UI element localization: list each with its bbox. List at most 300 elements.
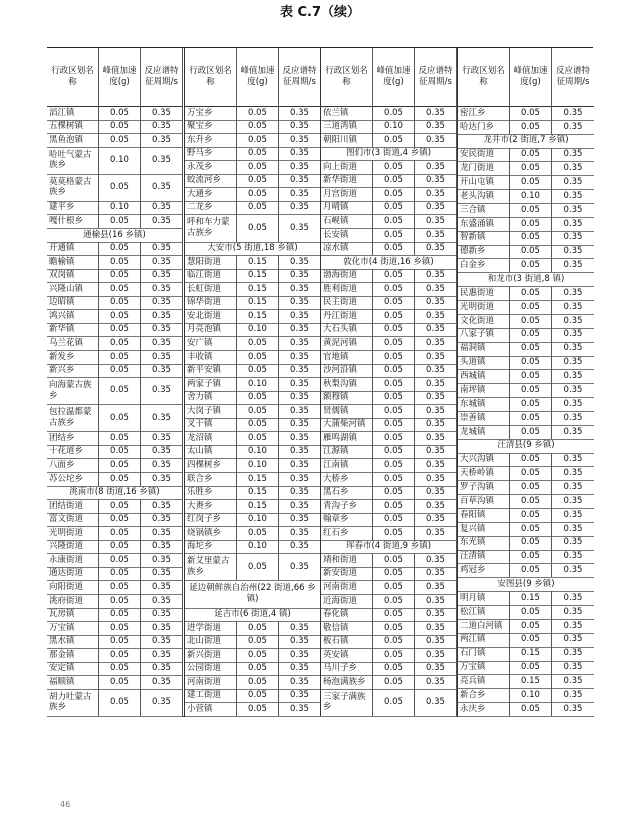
cell-period: 0.35 bbox=[415, 377, 457, 391]
cell-name: 二道白河镇 bbox=[458, 619, 510, 633]
cell-peak-acceleration: 0.05 bbox=[99, 214, 141, 228]
cell-peak-acceleration: 0.05 bbox=[237, 702, 279, 716]
cell-peak-acceleration: 0.05 bbox=[510, 342, 552, 356]
table-row bbox=[321, 309, 457, 324]
cell-name: 鸿兴镇 bbox=[47, 309, 99, 323]
table-row bbox=[47, 580, 183, 595]
table-row bbox=[321, 282, 457, 297]
cell-period: 0.35 bbox=[279, 133, 321, 147]
table-row bbox=[458, 425, 594, 440]
table-row bbox=[47, 147, 183, 175]
cell-period: 0.35 bbox=[563, 606, 583, 617]
cell-peak-acceleration: 0.05 bbox=[237, 662, 279, 676]
cell-peak-acceleration: 0.05 bbox=[373, 526, 415, 540]
cell-name: 春化镇 bbox=[321, 608, 373, 622]
cell-peak-acceleration: 0.05 bbox=[373, 160, 415, 174]
table-row bbox=[47, 201, 183, 216]
section-heading: 洮南市(8 街道,16 乡镇) bbox=[47, 486, 183, 500]
cell-peak-acceleration: 0.05 bbox=[237, 689, 279, 703]
cell-name: 杨泡满族乡 bbox=[321, 675, 373, 689]
table-row bbox=[47, 242, 183, 257]
table-row bbox=[185, 675, 321, 690]
cell-period: 0.35 bbox=[563, 426, 583, 437]
header-name: 行政区划名称 bbox=[185, 48, 237, 106]
cell-name: 开山屯镇 bbox=[458, 175, 510, 189]
cell-peak-acceleration: 0.05 bbox=[373, 553, 415, 567]
cell-peak-acceleration: 0.05 bbox=[510, 466, 552, 480]
table-row bbox=[185, 336, 321, 351]
cell-period: 0.35 bbox=[563, 620, 583, 631]
cell-name: 临江街道 bbox=[185, 269, 237, 283]
cell-name: 月亮泡镇 bbox=[185, 323, 237, 337]
table-row bbox=[47, 662, 183, 677]
table-row bbox=[321, 242, 457, 257]
table-row bbox=[321, 391, 457, 406]
cell-name: 老头沟镇 bbox=[458, 189, 510, 203]
table-row bbox=[47, 608, 183, 623]
cell-period: 0.35 bbox=[141, 472, 183, 486]
cell-period: 0.35 bbox=[563, 384, 583, 395]
table-row bbox=[185, 120, 321, 135]
cell-peak-acceleration: 0.05 bbox=[510, 508, 552, 522]
cell-peak-acceleration: 0.05 bbox=[373, 336, 415, 350]
cell-period: 0.35 bbox=[415, 689, 457, 716]
cell-peak-acceleration: 0.05 bbox=[510, 356, 552, 370]
cell-period: 0.35 bbox=[415, 404, 457, 418]
cell-peak-acceleration: 0.05 bbox=[237, 336, 279, 350]
cell-period: 0.35 bbox=[141, 513, 183, 527]
cell-period: 0.35 bbox=[563, 329, 583, 340]
cell-peak-acceleration: 0.15 bbox=[510, 591, 552, 605]
cell-period: 0.35 bbox=[141, 594, 183, 608]
cell-period: 0.35 bbox=[141, 689, 183, 716]
table-row bbox=[185, 499, 321, 514]
cell-period: 0.35 bbox=[415, 486, 457, 500]
cell-peak-acceleration: 0.05 bbox=[510, 217, 552, 231]
cell-name: 白金乡 bbox=[458, 259, 510, 273]
table-row bbox=[321, 336, 457, 351]
cell-name: 胡力吐蒙古族乡 bbox=[47, 689, 99, 716]
cell-name: 滔江镇 bbox=[47, 106, 99, 120]
section-row bbox=[47, 228, 183, 243]
cell-period: 0.35 bbox=[415, 608, 457, 622]
cell-name: 瞻榆镇 bbox=[47, 255, 99, 269]
table-row bbox=[185, 418, 321, 433]
table-row bbox=[458, 702, 594, 717]
cell-name: 万宝乡 bbox=[185, 106, 237, 120]
table-row bbox=[321, 580, 457, 595]
cell-peak-acceleration: 0.05 bbox=[510, 480, 552, 494]
cell-name: 海坨乡 bbox=[185, 540, 237, 554]
cell-name: 万宝镇 bbox=[458, 661, 510, 675]
cell-name: 大蒲柴河镇 bbox=[321, 418, 373, 432]
cell-peak-acceleration: 0.05 bbox=[510, 245, 552, 259]
cell-name: 渤海街道 bbox=[321, 269, 373, 283]
table-row bbox=[185, 174, 321, 189]
cell-peak-acceleration: 0.05 bbox=[99, 174, 141, 201]
cell-period: 0.35 bbox=[415, 431, 457, 445]
cell-name: 团结街道 bbox=[47, 499, 99, 513]
cell-peak-acceleration: 0.05 bbox=[99, 336, 141, 350]
table-row bbox=[47, 120, 183, 135]
table-column-1 bbox=[47, 48, 183, 716]
header-name: 行政区划名称 bbox=[458, 48, 510, 106]
table-row bbox=[458, 591, 594, 606]
cell-period: 0.35 bbox=[141, 648, 183, 662]
cell-period: 0.35 bbox=[415, 296, 457, 310]
table-row bbox=[47, 323, 183, 338]
table-row bbox=[185, 282, 321, 297]
cell-period: 0.35 bbox=[563, 648, 583, 659]
cell-peak-acceleration: 0.05 bbox=[99, 526, 141, 540]
cell-period: 0.35 bbox=[279, 120, 321, 134]
cell-peak-acceleration: 0.05 bbox=[510, 286, 552, 300]
cell-peak-acceleration: 0.15 bbox=[237, 472, 279, 486]
cell-period: 0.35 bbox=[563, 218, 583, 229]
cell-period: 0.35 bbox=[415, 662, 457, 676]
table-row bbox=[47, 214, 183, 229]
table-row bbox=[47, 309, 183, 324]
header-peak-acceleration: 峰值加速度(g) bbox=[373, 48, 415, 106]
cell-name: 长虹街道 bbox=[185, 282, 237, 296]
table-row bbox=[185, 635, 321, 650]
cell-period: 0.35 bbox=[415, 418, 457, 432]
table-row bbox=[47, 350, 183, 365]
cell-name: 福洞镇 bbox=[458, 342, 510, 356]
section-row bbox=[321, 540, 457, 555]
table-row bbox=[458, 411, 594, 426]
cell-peak-acceleration: 0.05 bbox=[510, 203, 552, 217]
cell-name: 聚宝乡 bbox=[185, 120, 237, 134]
section-row bbox=[458, 134, 594, 149]
cell-name: 通达街道 bbox=[47, 567, 99, 581]
table-row bbox=[47, 106, 183, 121]
cell-peak-acceleration: 0.05 bbox=[237, 350, 279, 364]
cell-period: 0.35 bbox=[141, 323, 183, 337]
cell-period: 0.35 bbox=[415, 201, 457, 215]
table-row bbox=[185, 431, 321, 446]
cell-peak-acceleration: 0.05 bbox=[99, 120, 141, 134]
cell-period: 0.35 bbox=[415, 160, 457, 174]
table-row bbox=[47, 255, 183, 270]
table-row bbox=[47, 431, 183, 446]
cell-peak-acceleration: 0.05 bbox=[99, 675, 141, 689]
cell-peak-acceleration: 0.05 bbox=[237, 120, 279, 134]
cell-peak-acceleration: 0.05 bbox=[510, 633, 552, 647]
cell-peak-acceleration: 0.05 bbox=[510, 120, 552, 134]
cell-peak-acceleration: 0.05 bbox=[99, 255, 141, 269]
cell-period: 0.35 bbox=[279, 147, 321, 161]
cell-peak-acceleration: 0.10 bbox=[237, 540, 279, 554]
cell-name: 五棵树镇 bbox=[47, 120, 99, 134]
cell-name: 雁鸣湖镇 bbox=[321, 431, 373, 445]
cell-period: 0.35 bbox=[141, 526, 183, 540]
table-row bbox=[458, 550, 594, 565]
cell-name: 朝阳川镇 bbox=[321, 133, 373, 147]
cell-name: 东盛涌镇 bbox=[458, 217, 510, 231]
cell-period: 0.35 bbox=[141, 147, 183, 174]
table-row bbox=[321, 187, 457, 202]
table-row bbox=[458, 369, 594, 384]
cell-period: 0.35 bbox=[141, 282, 183, 296]
cell-period: 0.35 bbox=[279, 106, 321, 120]
cell-period: 0.35 bbox=[279, 553, 321, 580]
cell-peak-acceleration: 0.05 bbox=[373, 242, 415, 256]
table-row bbox=[321, 621, 457, 636]
cell-name: 建工街道 bbox=[185, 689, 237, 703]
cell-period: 0.35 bbox=[415, 120, 457, 134]
table-row bbox=[47, 540, 183, 555]
cell-peak-acceleration: 0.05 bbox=[373, 486, 415, 500]
cell-name: 丹江街道 bbox=[321, 309, 373, 323]
cell-name: 光明街道 bbox=[458, 300, 510, 314]
cell-name: 鸡冠乡 bbox=[458, 564, 510, 578]
cell-period: 0.35 bbox=[563, 468, 583, 479]
cell-period: 0.35 bbox=[141, 662, 183, 676]
section-heading: 大安市(5 街道,18 乡镇) bbox=[185, 242, 321, 256]
cell-name: 建平乡 bbox=[47, 201, 99, 215]
cell-period: 0.35 bbox=[279, 336, 321, 350]
cell-period: 0.35 bbox=[141, 174, 183, 201]
table-row bbox=[321, 160, 457, 175]
table-row bbox=[321, 431, 457, 446]
cell-name: 舍力镇 bbox=[185, 391, 237, 405]
cell-period: 0.35 bbox=[563, 190, 583, 201]
table-row bbox=[458, 189, 594, 204]
cell-peak-acceleration: 0.15 bbox=[237, 499, 279, 513]
cell-period: 0.35 bbox=[279, 675, 321, 689]
cell-name: 长安镇 bbox=[321, 228, 373, 242]
cell-peak-acceleration: 0.15 bbox=[510, 647, 552, 661]
cell-peak-acceleration: 0.05 bbox=[510, 425, 552, 439]
cell-peak-acceleration: 0.05 bbox=[99, 296, 141, 310]
cell-name: 苏公坨乡 bbox=[47, 472, 99, 486]
table-row bbox=[47, 133, 183, 148]
cell-name: 锦华街道 bbox=[185, 296, 237, 310]
table-row bbox=[321, 228, 457, 243]
cell-period: 0.35 bbox=[279, 621, 321, 635]
cell-name: 明月镇 bbox=[458, 591, 510, 605]
cell-period: 0.35 bbox=[279, 282, 321, 296]
cell-peak-acceleration: 0.15 bbox=[237, 269, 279, 283]
cell-name: 新发乡 bbox=[47, 350, 99, 364]
cell-name: 乌兰花镇 bbox=[47, 336, 99, 350]
cell-peak-acceleration: 0.05 bbox=[99, 567, 141, 581]
table-row bbox=[458, 633, 594, 648]
section-heading: 珲春市(4 街道,9 乡镇) bbox=[321, 540, 457, 554]
cell-peak-acceleration: 0.15 bbox=[237, 309, 279, 323]
cell-peak-acceleration: 0.05 bbox=[99, 431, 141, 445]
table-row bbox=[458, 536, 594, 551]
table-row bbox=[321, 567, 457, 582]
cell-name: 洮府街道 bbox=[47, 594, 99, 608]
cell-name: 东城镇 bbox=[458, 397, 510, 411]
cell-name: 大通乡 bbox=[185, 187, 237, 201]
cell-peak-acceleration: 0.05 bbox=[99, 377, 141, 404]
cell-peak-acceleration: 0.05 bbox=[237, 187, 279, 201]
cell-peak-acceleration: 0.05 bbox=[99, 269, 141, 283]
cell-name: 百草沟镇 bbox=[458, 494, 510, 508]
cell-period: 0.35 bbox=[141, 255, 183, 269]
cell-peak-acceleration: 0.05 bbox=[510, 550, 552, 564]
cell-peak-acceleration: 0.05 bbox=[373, 391, 415, 405]
cell-period: 0.35 bbox=[279, 350, 321, 364]
cell-name: 罗子沟镇 bbox=[458, 480, 510, 494]
table-header bbox=[185, 48, 321, 107]
cell-name: 向阳街道 bbox=[47, 580, 99, 594]
cell-period: 0.35 bbox=[141, 540, 183, 554]
cell-name: 黄泥河镇 bbox=[321, 336, 373, 350]
cell-period: 0.35 bbox=[279, 499, 321, 513]
cell-name: 瓦房镇 bbox=[47, 608, 99, 622]
cell-name: 哈达门乡 bbox=[458, 120, 510, 134]
cell-name: 板石镇 bbox=[321, 635, 373, 649]
cell-name: 松江镇 bbox=[458, 605, 510, 619]
cell-period: 0.35 bbox=[415, 567, 457, 581]
cell-period: 0.35 bbox=[415, 323, 457, 337]
cell-period: 0.35 bbox=[279, 418, 321, 432]
cell-period: 0.35 bbox=[563, 315, 583, 326]
cell-period: 0.35 bbox=[563, 634, 583, 645]
table-row bbox=[321, 689, 457, 717]
cell-period: 0.35 bbox=[141, 350, 183, 364]
cell-name: 春阳镇 bbox=[458, 508, 510, 522]
cell-period: 0.35 bbox=[141, 201, 183, 215]
cell-peak-acceleration: 0.05 bbox=[237, 364, 279, 378]
table-row bbox=[47, 567, 183, 582]
cell-name: 文化街道 bbox=[458, 314, 510, 328]
cell-peak-acceleration: 0.05 bbox=[237, 391, 279, 405]
cell-period: 0.35 bbox=[279, 174, 321, 188]
cell-name: 新兴乡 bbox=[47, 364, 99, 378]
cell-peak-acceleration: 0.05 bbox=[510, 328, 552, 342]
cell-name: 团结乡 bbox=[47, 431, 99, 445]
cell-period: 0.35 bbox=[415, 553, 457, 567]
cell-period: 0.35 bbox=[563, 301, 583, 312]
cell-period: 0.35 bbox=[563, 398, 583, 409]
cell-period: 0.35 bbox=[563, 454, 583, 465]
section-row bbox=[458, 272, 594, 287]
cell-peak-acceleration: 0.05 bbox=[373, 418, 415, 432]
cell-name: 十花道乡 bbox=[47, 445, 99, 459]
table-row bbox=[321, 675, 457, 690]
table-row bbox=[47, 513, 183, 528]
table-row bbox=[458, 300, 594, 315]
cell-period: 0.35 bbox=[415, 445, 457, 459]
cell-peak-acceleration: 0.10 bbox=[99, 201, 141, 215]
table-row bbox=[185, 106, 321, 121]
cell-peak-acceleration: 0.05 bbox=[373, 187, 415, 201]
table-row bbox=[47, 675, 183, 690]
cell-period: 0.35 bbox=[415, 621, 457, 635]
cell-name: 红石乡 bbox=[321, 526, 373, 540]
cell-name: 大桥乡 bbox=[321, 472, 373, 486]
table-row bbox=[47, 174, 183, 202]
table-row bbox=[185, 187, 321, 202]
cell-peak-acceleration: 0.05 bbox=[373, 445, 415, 459]
cell-peak-acceleration: 0.05 bbox=[373, 689, 415, 716]
cell-peak-acceleration: 0.05 bbox=[373, 201, 415, 215]
cell-peak-acceleration: 0.05 bbox=[99, 635, 141, 649]
table-row bbox=[185, 486, 321, 501]
cell-name: 北山街道 bbox=[185, 635, 237, 649]
cell-name: 河南街道 bbox=[321, 580, 373, 594]
cell-peak-acceleration: 0.05 bbox=[99, 662, 141, 676]
cell-peak-acceleration: 0.05 bbox=[510, 661, 552, 675]
cell-name: 红岗子乡 bbox=[185, 513, 237, 527]
cell-peak-acceleration: 0.05 bbox=[373, 350, 415, 364]
cell-peak-acceleration: 0.05 bbox=[373, 594, 415, 608]
table-row bbox=[321, 214, 457, 229]
cell-peak-acceleration: 0.10 bbox=[510, 688, 552, 702]
cell-peak-acceleration: 0.05 bbox=[510, 175, 552, 189]
cell-peak-acceleration: 0.05 bbox=[237, 133, 279, 147]
cell-peak-acceleration: 0.10 bbox=[237, 323, 279, 337]
cell-peak-acceleration: 0.15 bbox=[237, 486, 279, 500]
section-row bbox=[321, 147, 457, 162]
cell-name: 月宫街道 bbox=[321, 187, 373, 201]
table-row bbox=[458, 480, 594, 495]
cell-period: 0.35 bbox=[279, 458, 321, 472]
cell-name: 进学街道 bbox=[185, 621, 237, 635]
table-row bbox=[47, 594, 183, 609]
cell-period: 0.35 bbox=[279, 689, 321, 703]
table-row bbox=[185, 160, 321, 175]
table-row bbox=[47, 635, 183, 650]
cell-peak-acceleration: 0.05 bbox=[373, 404, 415, 418]
table-row bbox=[47, 404, 183, 432]
table-row bbox=[458, 619, 594, 634]
table-column-2 bbox=[184, 48, 321, 716]
cell-peak-acceleration: 0.05 bbox=[373, 282, 415, 296]
table-row bbox=[321, 635, 457, 650]
cell-peak-acceleration: 0.05 bbox=[373, 472, 415, 486]
table-row bbox=[458, 203, 594, 218]
cell-period: 0.35 bbox=[141, 404, 183, 431]
cell-period: 0.35 bbox=[415, 675, 457, 689]
cell-name: 开通镇 bbox=[47, 242, 99, 256]
cell-name: 公园街道 bbox=[185, 662, 237, 676]
cell-period: 0.35 bbox=[279, 635, 321, 649]
cell-name: 石门镇 bbox=[458, 647, 510, 661]
cell-name: 向海蒙古族乡 bbox=[47, 377, 99, 404]
section-row bbox=[47, 486, 183, 501]
table-row bbox=[47, 445, 183, 460]
table-row bbox=[47, 648, 183, 663]
cell-period: 0.35 bbox=[279, 404, 321, 418]
cell-period: 0.35 bbox=[415, 499, 457, 513]
cell-peak-acceleration: 0.05 bbox=[99, 513, 141, 527]
cell-peak-acceleration: 0.10 bbox=[237, 458, 279, 472]
cell-peak-acceleration: 0.05 bbox=[99, 580, 141, 594]
table-row bbox=[185, 364, 321, 379]
cell-period: 0.35 bbox=[563, 121, 583, 132]
cell-name: 安广镇 bbox=[185, 336, 237, 350]
cell-name: 双岗镇 bbox=[47, 269, 99, 283]
cell-period: 0.35 bbox=[563, 592, 583, 603]
cell-name: 天桥岭镇 bbox=[458, 466, 510, 480]
table-row bbox=[321, 458, 457, 473]
cell-name: 民惠街道 bbox=[458, 286, 510, 300]
cell-period: 0.35 bbox=[563, 703, 583, 714]
table-column-3 bbox=[320, 48, 457, 716]
cell-period: 0.35 bbox=[415, 391, 457, 405]
cell-peak-acceleration: 0.05 bbox=[99, 106, 141, 120]
cell-period: 0.35 bbox=[415, 133, 457, 147]
cell-peak-acceleration: 0.05 bbox=[99, 242, 141, 256]
cell-name: 大岗子镇 bbox=[185, 404, 237, 418]
cell-name: 亮兵镇 bbox=[458, 674, 510, 688]
